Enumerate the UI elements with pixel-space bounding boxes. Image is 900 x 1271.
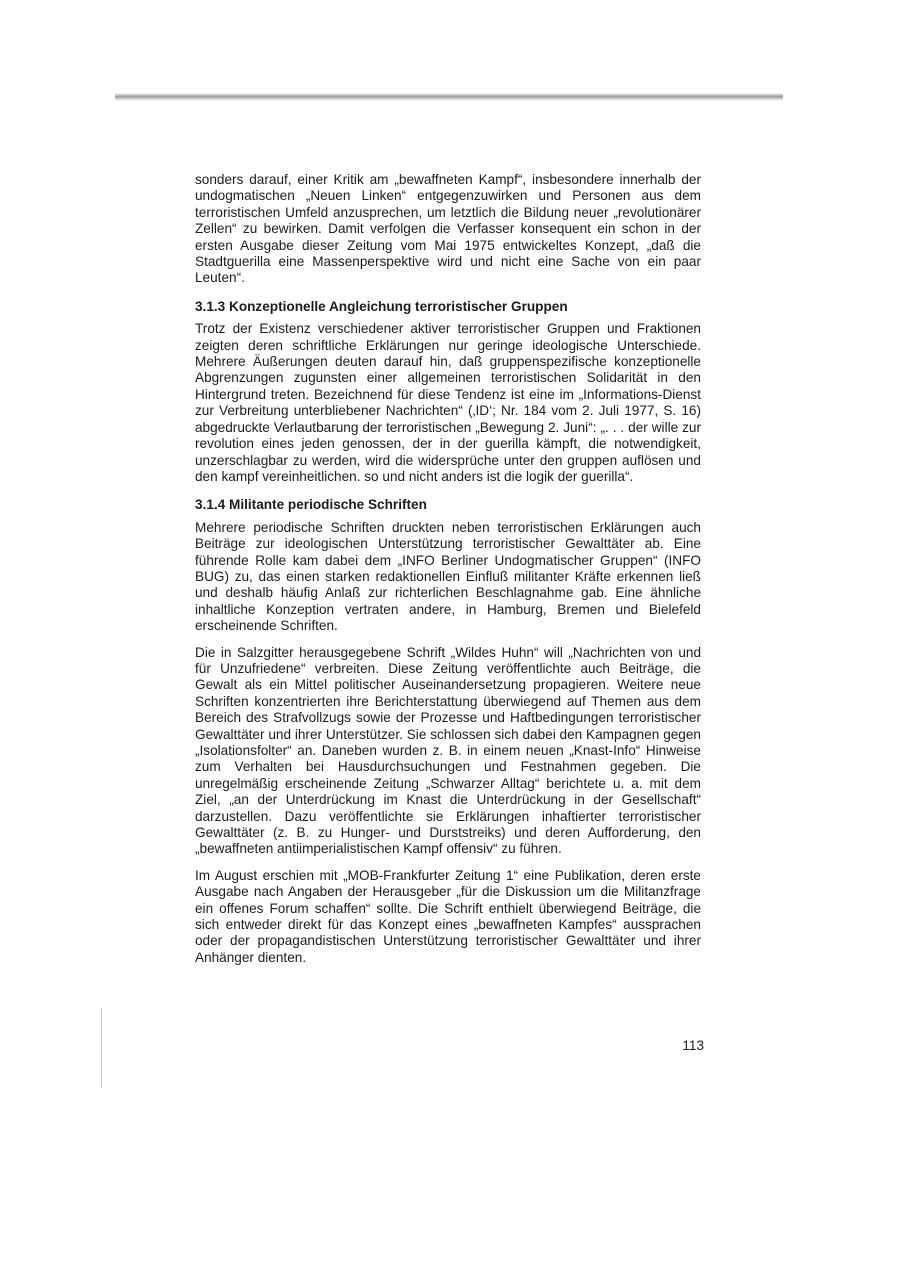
section-3-1-4-paragraph-2: Die in Salzgitter herausgegebene Schrift „Wildes Huhn“ will „Nachrichten von und für Unzufriedene“ verbreiten. Diese Zeitung veröffentlichte auch Beiträge, die Gewalt als ein Mittel politischer Auseinandersetzung propagieren. Weitere neue Schriften konzentrierten ihre Berichterstattung überwiegend auf Themen aus dem Bereich des Strafvollzugs sowie der Prozesse und Haftbedingungen terroristischer Gewalttäter und ihrer Unterstützer. Sie schlossen sich dabei den Kampagnen gegen „Isolationsfolter“ an. Daneben wurden z. B. in einem neuen „Knast-Info“ Hinweise zum Verhalten bei Hausdurchsuchungen und Festnahmen gegeben. Die unregelmäßig erscheinende Zeitung „Schwarzer Alltag“ berichtete u. a. mit dem Ziel, „an der Unterdrückung im Knast die Unterdrückung in der Gesellschaft“ darzustellen. Dazu veröffentlichte sie Erklärungen inhaftierter terroristischer Gewalttäter (z. B. zu Hunger- und Durststreiks) und deren Aufforderung, den „bewaffneten antiimperialistischen Kampf offensiv“ zu führen. — [195, 644, 701, 857]
page-top-edge — [115, 93, 783, 101]
section-heading-3-1-3: 3.1.3 Konzeptionelle Angleichung terroristischer Gruppen — [195, 298, 568, 314]
scan-margin-mark — [101, 1008, 102, 1088]
section-heading-3-1-4: 3.1.4 Militante periodische Schriften — [195, 497, 427, 513]
intro-paragraph: sonders darauf, einer Kritik am „bewaffneten Kampf“, insbesondere innerhalb der undogmatischen „Neuen Linken“ entgegenzuwirken und Personen aus dem terroristischen Umfeld anzusprechen, um letztlich die Bildung neuer „revolutionärer Zellen“ zu bewirken. Damit verfolgen die Verfasser konsequent ein schon in der ersten Ausgabe dieser Zeitung vom Mai 1975 entwickeltes Konzept, „daß die Stadtguerilla eine Massenperspektive wird und nicht eine Sache von ein paar Leuten“. — [195, 172, 701, 286]
page-number: 113 — [682, 1038, 704, 1053]
section-3-1-4-paragraph-3: Im August erschien mit „MOB-Frankfurter Zeitung 1“ eine Publikation, deren erste Ausgabe nach Angaben der Herausgeber „für die Diskussion um die Militanzfrage ein offenes Forum schaffen“ sollte. Die Schrift enthielt überwiegend Beiträge, die sich entweder direkt für das Konzept eines „bewaffneten Kampfes“ aussprachen oder der propagandistischen Unterstützung terroristischer Gewalttäter und ihrer Anhänger dienten. — [195, 867, 701, 965]
section-3-1-3-paragraph: Trotz der Existenz verschiedener aktiver terroristischer Gruppen und Fraktionen zeigten deren schriftliche Erklärungen nur geringe ideologische Unterschiede. Mehrere Äußerungen deuten darauf hin, daß gruppenspezifische konzeptionelle Abgrenzungen zugunsten einer allgemeinen terroristischen Solidarität in den Hintergrund treten. Bezeichnend für diese Tendenz ist eine im „Informations-Dienst zur Verbreitung unterbliebener Nachrichten“ (‚ID‘; Nr. 184 vom 2. Juli 1977, S. 16) abgedruckte Verlautbarung der terroristischen „Bewegung 2. Juni“: „. . . der wille zur revolution eines jeden genossen, der in der guerilla kämpft, die notwendigkeit, unzerschlagbar zu werden, wird die widersprüche unter den gruppen auflösen und den kampf vereinheitlichen. so und nicht anders ist die logik der guerilla“. — [195, 321, 701, 484]
section-3-1-4-paragraph-1: Mehrere periodische Schriften druckten neben terroristischen Erklärungen auch Beiträge zur ideologischen Unterstützung terroristischer Gewalttäter ab. Eine führende Rolle kam dabei dem „INFO Berliner Undogmatischer Gruppen“ (INFO BUG) zu, das einen starken redaktionellen Einfluß militanter Kräfte erkennen ließ und deshalb häufig Anlaß zur richterlichen Beschlagnahme gab. Eine ähnliche inhaltliche Konzeption vertraten andere, in Hamburg, Bremen und Bielefeld erscheinende Schriften. — [195, 519, 701, 634]
page-body — [195, 172, 701, 976]
